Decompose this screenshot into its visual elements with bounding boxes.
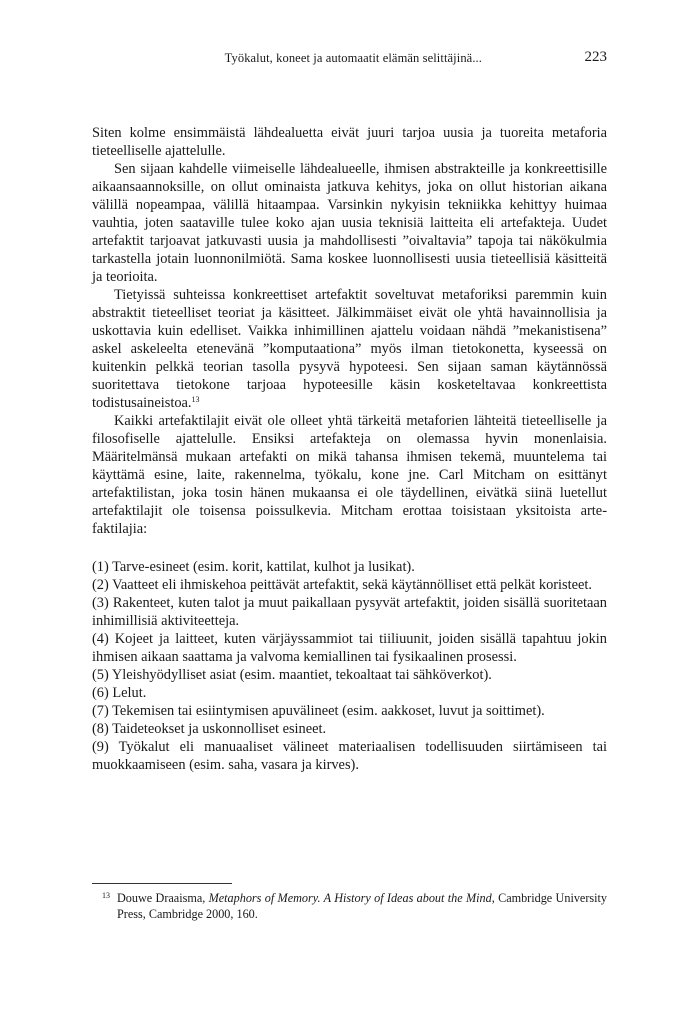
footnote-title: Metaphors of Memory. A History of Ideas about the Mind [208, 891, 492, 905]
list-item: (7) Tekemisen tai esiintymisen apuvälineet (esim. aakkoset, luvut ja soittimet). [92, 703, 545, 719]
paragraph: Siten kolme ensimmäistä lähdealuetta eivät juuri tarjoa uusia ja tuoreita metaforia tieteelliselle ajattelulle. [92, 125, 607, 159]
paragraph [92, 286, 607, 412]
list-item: (4) Kojeet ja laitteet, kuten värjäyssammiot tai tiiliuunit, joiden sisällä tapahtuu jokin ihmisen aikaan saattama ja valvoma kemiallinen tai fysikaalinen prosessi. [92, 631, 607, 665]
running-header [92, 50, 607, 70]
main-text [92, 124, 607, 774]
paragraph: Kaikki artefaktilajit eivät ole olleet yhtä tärkeitä metaforien lähteitä tieteelliselle ja filosofiselle ajattelulle. Ensiksi artefakteja on olemassa hyvin monenlaisia. Määritelmänsä mukaan artefakti on mikä tahansa ihmisen tekemä, muuntelema tai käyttämä esine, laite, rakennelma, työkalu, kone jne. Carl Mitcham on esittänyt artefaktilistan, joka tosin hänen mukaansa ei ole täydellinen, eivätkä siinä luetellut artefaktilajit ole toisensa poissulkevia. Mitcham erottaa toisistaan yksitoista artefaktilajia: [92, 413, 607, 537]
footnote-author: Douwe Draaisma, [117, 891, 209, 905]
artifact-list [92, 558, 607, 774]
list-item: (9) Työkalut eli manuaaliset välineet materiaalisen todellisuuden siirtämiseen tai muokkaamiseen (esim. saha, vasara ja kirves). [92, 739, 607, 773]
paragraph: Sen sijaan kahdelle viimeiselle lähdealueelle, ihmisen abstrakteille ja konkreettisille aikaansaannoksille, on ollut ominaista jatkuva kehitys, joka on ollut historian aikana välillä nopeampaa, välillä hitaampaa. Varsinkin nykyisin tekniikka kehittyy huimaa vauhtia, joten saataville tulee koko ajan uusia teknisiä laitteita eli artefakteja. Uudet artefaktit tarjoavat jatkuvasti uusia ja mahdollisesti ”oivaltavia” tapoja tai näkökulmia tarkastella jotain luonnonilmiötä. Sama koskee luonnollisesti uusia tieteellisiä käsitteitä ja teorioita. [92, 161, 607, 285]
footnote-divider [92, 883, 232, 884]
list-item: (1) Tarve-esineet (esim. korit, kattilat, kulhot ja lusikat). [92, 559, 415, 575]
list-item: (8) Taideteokset ja uskonnolliset esineet. [92, 721, 327, 737]
paragraph-text: Tietyissä suhteissa konkreettiset artefaktit soveltuvat metaforiksi paremmin kuin abstraktit tieteelliset teoriat ja käsitteet. Jälkimmäiset eivät ole yhtä havainnollisia ja uskottavia kuin edelliset. Vaikka inhimillinen ajattelu voidaan nähdä ”mekanistisena” askel askeleelta etenevänä ”komputaationa” myös ilman tietokonetta, kyseessä on kuitenkin pelkkä teorian tasolla pysyvä hypoteesi. Sen sijaan saman käytännössä suoritettava tietokone tarjoaa hypoteesille käsin kosketeltavaa konkreettista todistusaineistoa. [92, 287, 607, 411]
running-title: Työkalut, koneet ja automaatit elämän selittäjinä... [224, 51, 482, 65]
list-item: (6) Lelut. [92, 685, 147, 701]
list-item: (5) Yleishyödylliset asiat (esim. maantiet, tekoaltaat tai sähköverkot). [92, 667, 492, 683]
footnote-publication: , Cambridge University Press, Cambridge 2000, 160. [117, 891, 608, 921]
footnote-reference: 13 [191, 395, 200, 404]
footnote [92, 890, 607, 922]
list-item: (3) Rakenteet, kuten talot ja muut paikallaan pysyvät artefaktit, joiden sisällä suoritetaan inhimillisiä aktiviteetteja. [92, 595, 607, 629]
footnote-number: 13 [102, 891, 110, 900]
footnote-text [92, 890, 607, 922]
list-item: (2) Vaatteet eli ihmiskehoa peittävät artefaktit, sekä käytännölliset että pelkät koristeet. [92, 577, 593, 593]
page-number: 223 [584, 49, 607, 65]
